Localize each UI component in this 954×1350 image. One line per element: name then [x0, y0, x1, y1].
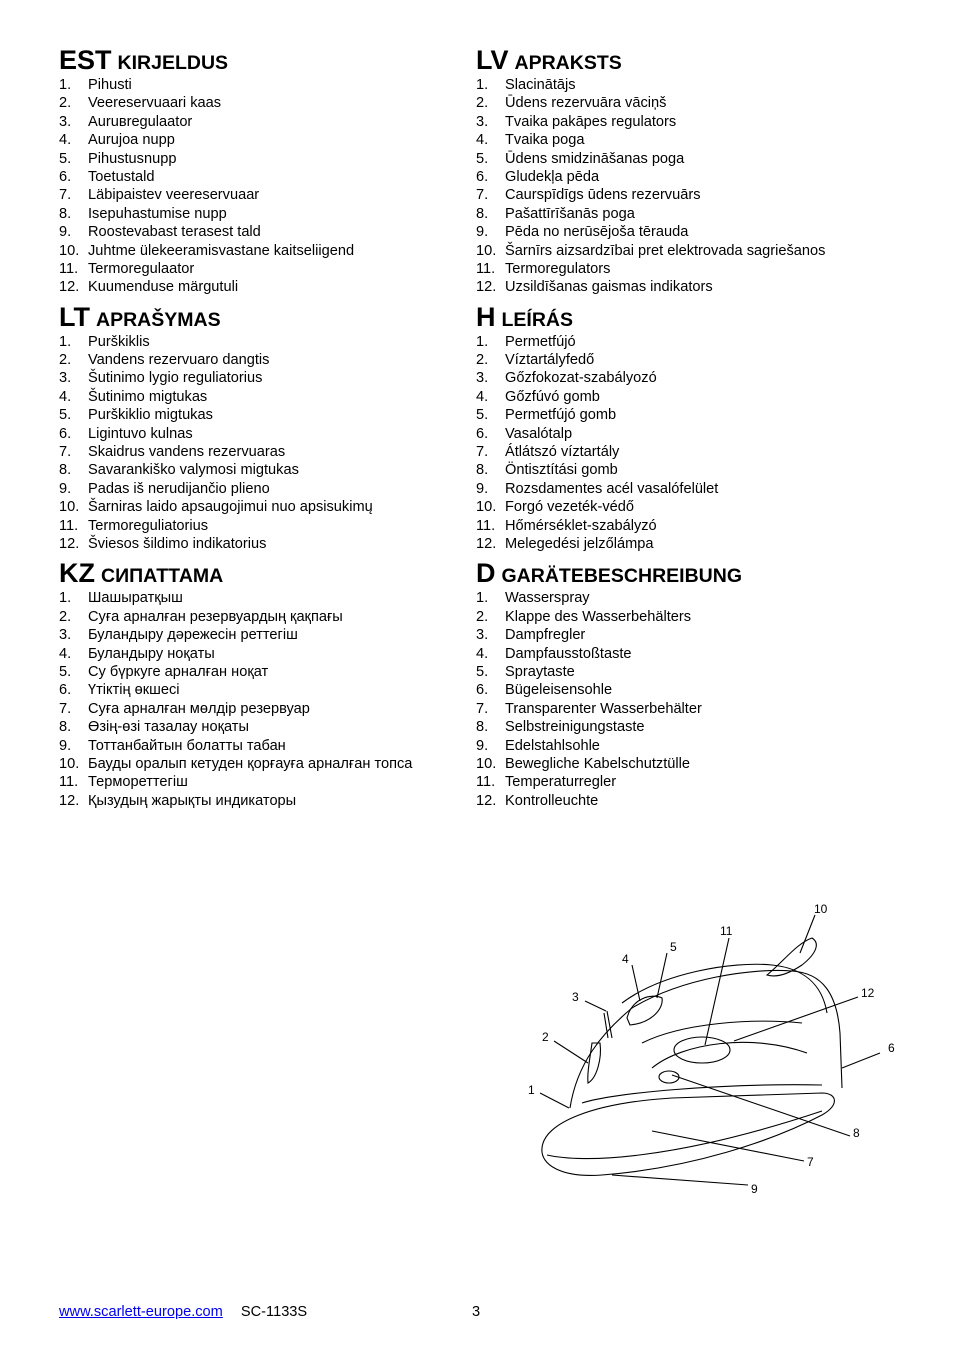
- item-label: Gludekļa pēda: [505, 168, 600, 185]
- item-label: Vasalótalp: [505, 425, 573, 442]
- list-item: [59, 681, 459, 699]
- list-item: [476, 718, 896, 736]
- item-label: Gőzfúvó gomb: [505, 388, 600, 405]
- item-label: Өзің-өзі тазалау ноқаты: [88, 719, 249, 736]
- item-number: 7.: [59, 700, 72, 717]
- parts-list: [59, 76, 459, 297]
- list-item: [476, 425, 896, 443]
- list-item: [476, 663, 896, 681]
- list-item: [59, 94, 459, 112]
- section-heading: [476, 557, 896, 589]
- list-item: [476, 94, 896, 112]
- item-number: 8.: [59, 462, 72, 479]
- item-number: 10.: [59, 755, 80, 772]
- language-code: LT: [59, 301, 90, 332]
- section-lt: [59, 301, 459, 554]
- list-item: [59, 351, 459, 369]
- section-heading: [59, 557, 459, 589]
- list-item: [476, 535, 896, 553]
- item-label: Spraytaste: [505, 663, 575, 680]
- item-number: 1.: [59, 590, 72, 607]
- list-item: [476, 773, 896, 791]
- item-label: Termoregulaator: [88, 260, 195, 277]
- section-title: APRAKSTS: [514, 52, 622, 74]
- item-number: 3.: [476, 370, 489, 387]
- item-number: 3.: [59, 627, 72, 644]
- item-label: Uzsildīšanas gaismas indikators: [505, 279, 713, 296]
- language-code: EST: [59, 45, 112, 75]
- item-label: Тоттанбайтын болатты табан: [88, 737, 286, 754]
- list-item: [476, 498, 896, 516]
- list-item: [59, 205, 459, 223]
- item-label: Šutinimo lygio reguliatorius: [88, 370, 263, 387]
- item-number: 12.: [476, 792, 497, 809]
- callout-8: 8: [853, 1126, 860, 1140]
- list-item: [59, 113, 459, 131]
- left-column: [59, 44, 459, 810]
- item-number: 7.: [59, 444, 72, 461]
- parts-list: [476, 76, 896, 297]
- item-label: Šarnīrs aizsardzībai pret elektrovada sagriešanos: [505, 242, 826, 259]
- list-item: [59, 535, 459, 553]
- list-item: [476, 517, 896, 535]
- item-number: 4.: [59, 645, 72, 662]
- item-number: 6.: [59, 425, 72, 442]
- item-number: 12.: [59, 279, 80, 296]
- list-item: [59, 589, 459, 607]
- item-number: 3.: [59, 370, 72, 387]
- item-label: Caurspīdīgs ūdens rezervuārs: [505, 187, 701, 204]
- list-item: [59, 626, 459, 644]
- list-item: [476, 737, 896, 755]
- item-number: 11.: [59, 517, 79, 534]
- list-item: [476, 461, 896, 479]
- item-number: 7.: [476, 187, 489, 204]
- list-item: [59, 278, 459, 296]
- list-item: [59, 333, 459, 351]
- item-number: 9.: [476, 480, 489, 497]
- callout-11: 11: [720, 924, 733, 938]
- item-number: 9.: [59, 480, 72, 497]
- item-number: 2.: [476, 608, 489, 625]
- website-link[interactable]: www.scarlett-europe.com: [59, 1304, 223, 1320]
- language-code: D: [476, 558, 496, 589]
- item-label: Purškiklis: [88, 333, 150, 350]
- item-number: 11.: [476, 517, 496, 534]
- item-label: Kuumenduse märgutuli: [88, 279, 239, 296]
- item-label: Toetustald: [88, 168, 155, 185]
- section-title: GARÄTEBESCHREIBUNG: [501, 565, 743, 588]
- item-label: Dampfregler: [505, 627, 586, 644]
- item-number: 7.: [476, 444, 489, 461]
- item-number: 5.: [476, 663, 489, 680]
- item-number: 2.: [59, 95, 72, 112]
- list-item: [59, 260, 459, 278]
- item-number: 11.: [476, 260, 496, 277]
- list-item: [476, 589, 896, 607]
- item-label: Pēda no nerūsējoša tērauda: [505, 224, 689, 241]
- list-item: [59, 425, 459, 443]
- item-number: 1.: [59, 333, 72, 350]
- callout-5: 5: [670, 940, 677, 954]
- item-label: Pašattīrīšanās poga: [505, 205, 635, 222]
- list-item: [476, 168, 896, 186]
- item-label: Kontrolleuchte: [505, 792, 599, 809]
- item-label: Roostevabast terasest tald: [88, 224, 261, 241]
- callout-4: 4: [622, 952, 629, 966]
- language-code: H: [476, 301, 496, 332]
- item-number: 9.: [476, 737, 489, 754]
- item-number: 11.: [59, 774, 79, 791]
- list-item: [476, 260, 896, 278]
- list-item: [59, 645, 459, 663]
- item-label: Temperaturregler: [505, 774, 617, 791]
- item-number: 8.: [476, 205, 489, 222]
- list-item: [59, 663, 459, 681]
- item-number: 7.: [59, 187, 72, 204]
- item-label: Dampfausstoßtaste: [505, 645, 632, 662]
- item-label: Permetfújó gomb: [505, 407, 617, 424]
- item-number: 4.: [59, 132, 72, 149]
- section-h: [476, 301, 896, 554]
- item-number: 10.: [59, 499, 80, 516]
- callout-10: 10: [814, 902, 828, 916]
- list-item: [476, 131, 896, 149]
- list-item: [476, 406, 896, 424]
- item-label: Savarankiško valymosi migtukas: [88, 462, 299, 479]
- item-number: 4.: [476, 388, 489, 405]
- callout-3: 3: [572, 990, 579, 1004]
- item-label: Ūdens smidzināšanas poga: [505, 150, 685, 167]
- item-number: 6.: [59, 682, 72, 699]
- item-label: Шашыратқыш: [88, 590, 183, 607]
- item-number: 1.: [476, 590, 489, 607]
- language-code: LV: [476, 45, 509, 75]
- item-number: 8.: [476, 462, 489, 479]
- item-label: Hőmérséklet-szabályzó: [505, 517, 657, 534]
- item-label: Pihusti: [88, 77, 132, 93]
- callout-7: 7: [807, 1155, 814, 1169]
- callout-9: 9: [751, 1182, 758, 1196]
- item-number: 9.: [59, 737, 72, 754]
- item-label: Суға арналған резервуардың қақпағы: [88, 608, 343, 625]
- item-number: 1.: [476, 333, 489, 350]
- parts-list: [59, 589, 459, 810]
- list-item: [476, 76, 896, 94]
- item-label: Skaidrus vandens rezervuaras: [88, 444, 286, 461]
- item-number: 8.: [476, 719, 489, 736]
- callout-2: 2: [542, 1030, 549, 1044]
- list-item: [59, 369, 459, 387]
- item-number: 10.: [476, 499, 497, 516]
- parts-list: [476, 589, 896, 810]
- item-label: Selbstreinigungstaste: [505, 719, 645, 736]
- item-number: 12.: [59, 535, 80, 552]
- list-item: [59, 773, 459, 791]
- section-heading: [476, 301, 896, 333]
- item-label: Pihustusnupp: [88, 150, 177, 167]
- item-label: Šutinimo migtukas: [88, 388, 208, 405]
- item-number: 3.: [59, 113, 72, 130]
- footer: [59, 1304, 307, 1320]
- model-number: SC-1133S: [240, 1304, 308, 1320]
- section-kz: [59, 557, 459, 810]
- item-label: Melegedési jelzőlámpa: [505, 535, 654, 552]
- list-item: [59, 737, 459, 755]
- section-est: [59, 44, 459, 297]
- item-label: Slacinātājs: [505, 77, 576, 93]
- item-label: Läbipaistev veereservuaar: [88, 187, 260, 204]
- callout-1: 1: [528, 1083, 535, 1097]
- item-label: Permetfújó: [505, 333, 576, 350]
- item-number: 12.: [476, 535, 497, 552]
- list-item: [476, 755, 896, 773]
- item-number: 5.: [59, 407, 72, 424]
- list-item: [59, 700, 459, 718]
- item-label: Bewegliche Kabelschutztülle: [505, 755, 690, 772]
- list-item: [476, 792, 896, 810]
- item-label: Isepuhastumise nupp: [88, 205, 227, 222]
- item-number: 7.: [476, 700, 489, 717]
- item-number: 8.: [59, 719, 72, 736]
- list-item: [476, 242, 896, 260]
- item-label: Wasserspray: [505, 590, 590, 607]
- list-item: [476, 278, 896, 296]
- list-item: [59, 223, 459, 241]
- item-number: 2.: [59, 608, 72, 625]
- list-item: [476, 480, 896, 498]
- item-label: Öntisztítási gomb: [505, 462, 618, 479]
- item-number: 4.: [59, 388, 72, 405]
- list-item: [476, 645, 896, 663]
- item-label: Termoregulators: [505, 260, 611, 277]
- item-number: 10.: [476, 242, 497, 259]
- item-number: 11.: [59, 260, 79, 277]
- item-label: Forgó vezeték-védő: [505, 499, 634, 516]
- section-title: LEÍRÁS: [501, 308, 574, 331]
- list-item: [476, 150, 896, 168]
- item-number: 10.: [476, 755, 497, 772]
- item-number: 9.: [59, 224, 72, 241]
- list-item: [59, 150, 459, 168]
- list-item: [476, 351, 896, 369]
- section-heading: [59, 301, 459, 333]
- item-number: 4.: [476, 132, 489, 149]
- callout-6: 6: [888, 1041, 895, 1055]
- item-label: Šviesos šildimo indikatorius: [88, 535, 267, 552]
- item-label: Átlátszó víztartály: [505, 444, 620, 461]
- item-label: Tvaika pakāpes regulators: [505, 113, 677, 130]
- list-item: [476, 223, 896, 241]
- item-number: 2.: [476, 95, 489, 112]
- list-item: [59, 388, 459, 406]
- item-number: 3.: [476, 627, 489, 644]
- list-item: [476, 333, 896, 351]
- item-number: 8.: [59, 205, 72, 222]
- item-number: 11.: [476, 774, 496, 791]
- item-number: 10.: [59, 242, 80, 259]
- item-number: 6.: [476, 168, 489, 185]
- item-label: Термореттегіш: [88, 774, 188, 791]
- item-label: Gőzfokozat-szabályozó: [505, 370, 657, 387]
- item-label: Буландыру дәрежесін реттегіш: [88, 627, 298, 644]
- list-item: [59, 517, 459, 535]
- item-label: Bügeleisensohle: [505, 682, 613, 699]
- item-label: Буландыру ноқаты: [88, 645, 215, 662]
- list-item: [476, 186, 896, 204]
- item-label: Үтіктің өкшесі: [88, 682, 180, 699]
- section-title: СИПАТТАМА: [101, 565, 224, 588]
- item-number: 3.: [476, 113, 489, 130]
- item-label: Vandens rezervuaro dangtis: [88, 352, 270, 369]
- item-label: Суға арналған мөлдір резервуар: [88, 700, 310, 717]
- section-heading: [59, 44, 459, 76]
- item-label: Juhtme ülekeeramisvastane kaitseliigend: [88, 242, 355, 259]
- list-item: [59, 792, 459, 810]
- list-item: [59, 242, 459, 260]
- item-label: Tvaika poga: [505, 132, 585, 149]
- item-label: Auruвregulaator: [88, 113, 193, 130]
- list-item: [476, 388, 896, 406]
- list-item: [59, 461, 459, 479]
- item-label: Ligintuvo kulnas: [88, 425, 193, 442]
- list-item: [476, 700, 896, 718]
- item-number: 2.: [59, 352, 72, 369]
- list-item: [59, 480, 459, 498]
- list-item: [59, 498, 459, 516]
- item-label: Edelstahlsohle: [505, 737, 600, 754]
- section-heading: [476, 44, 896, 76]
- item-label: Padas iš nerudijančio plieno: [88, 480, 270, 497]
- list-item: [476, 626, 896, 644]
- list-item: [59, 718, 459, 736]
- item-label: Rozsdamentes acél vasalófelület: [505, 480, 719, 497]
- item-number: 5.: [476, 150, 489, 167]
- list-item: [59, 608, 459, 626]
- item-number: 4.: [476, 645, 489, 662]
- item-label: Víztartályfedő: [505, 352, 595, 369]
- list-item: [476, 369, 896, 387]
- right-column: [476, 44, 896, 810]
- list-item: [59, 76, 459, 94]
- item-number: 6.: [476, 682, 489, 699]
- iron-diagram: [522, 893, 902, 1203]
- item-number: 9.: [476, 224, 489, 241]
- parts-list: [59, 333, 459, 554]
- parts-list: [476, 333, 896, 554]
- list-item: [476, 205, 896, 223]
- item-number: 12.: [59, 792, 80, 809]
- item-number: 1.: [476, 77, 489, 93]
- item-label: Ūdens rezervuāra vāciņš: [505, 95, 667, 112]
- section-title: APRAŠYMAS: [95, 308, 221, 331]
- list-item: [476, 608, 896, 626]
- list-item: [476, 113, 896, 131]
- item-number: 1.: [59, 77, 72, 93]
- list-item: [476, 443, 896, 461]
- item-number: 5.: [59, 663, 72, 680]
- item-label: Қызудың жарықты индикаторы: [88, 792, 297, 809]
- item-label: Veereservuaari kaas: [88, 95, 222, 112]
- item-label: Transparenter Wasserbehälter: [505, 700, 702, 717]
- item-label: Purškiklio migtukas: [88, 407, 213, 424]
- section-title: KIRJELDUS: [117, 52, 229, 74]
- item-label: Aurujoa nupp: [88, 132, 175, 149]
- item-label: Klappe des Wasserbehälters: [505, 608, 692, 625]
- page-number: 3: [472, 1304, 481, 1320]
- item-number: 12.: [476, 279, 497, 296]
- iron-illustration: [522, 893, 902, 1203]
- item-label: Šarniras laido apsaugojimui nuo apsisukimų: [88, 499, 373, 516]
- item-number: 5.: [59, 150, 72, 167]
- item-label: Termoreguliatorius: [88, 517, 209, 534]
- item-label: Бауды оралып кетуден қорғауға арналған топса: [88, 755, 413, 772]
- item-number: 5.: [476, 407, 489, 424]
- section-lv: [476, 44, 896, 297]
- callout-12: 12: [861, 986, 875, 1000]
- list-item: [59, 406, 459, 424]
- list-item: [59, 443, 459, 461]
- list-item: [476, 681, 896, 699]
- item-number: 2.: [476, 352, 489, 369]
- list-item: [59, 168, 459, 186]
- list-item: [59, 755, 459, 773]
- list-item: [59, 186, 459, 204]
- item-label: Су бүркуге арналған ноқат: [88, 663, 269, 680]
- item-number: 6.: [476, 425, 489, 442]
- item-number: 6.: [59, 168, 72, 185]
- section-d: [476, 557, 896, 810]
- language-code: KZ: [59, 558, 95, 589]
- list-item: [59, 131, 459, 149]
